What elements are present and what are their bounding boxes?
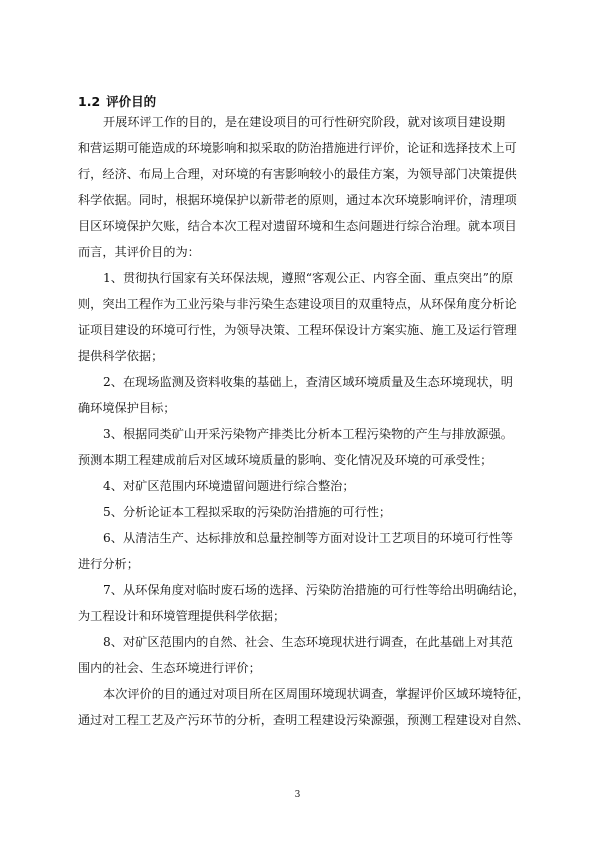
- text-line: 7、从环保角度对临时废石场的选择、污染防治措施的可行性等给出明确结论，: [103, 583, 526, 597]
- text-line: 则，突出工程作为工业污染与非污染生态建设项目的双重特点，从环保角度分析论: [78, 297, 517, 311]
- text-line: 1、贯彻执行国家有关环保法规，遵照“客观公正、内容全面、重点突出”的原: [103, 271, 514, 285]
- text-line: 证项目建设的环境可行性，为领导决策、工程环保设计方案实施、施工及运行管理: [78, 323, 517, 337]
- text-line: 开展环评工作的目的，是在建设项目的可行性研究阶段，就对该项目建设期: [103, 115, 506, 129]
- text-line: 围内的社会、生态环境进行评价；: [78, 661, 261, 675]
- text-line: 而言，其评价目的为：: [78, 245, 200, 259]
- text-line: 进行分析；: [78, 557, 139, 571]
- text-line: 8、对矿区范围内的自然、社会、生态环境现状进行调查，在此基础上对其范: [103, 635, 513, 649]
- text-line: 和营运期可能造成的环境影响和拟采取的防治措施进行评价，论证和选择技术上可: [78, 141, 517, 155]
- text-line: 5、分析论证本工程拟采取的污染防治措施的可行性；: [103, 505, 392, 519]
- text-line: 为工程设计和环境管理提供科学依据；: [78, 609, 286, 623]
- text-line: 4、对矿区范围内环境遗留问题进行综合整治；: [103, 479, 355, 493]
- text-line: 确环境保护目标；: [78, 401, 176, 415]
- section-number: 1.2: [78, 94, 101, 109]
- text-line: 通过对工程工艺及产污环节的分析，查明工程建设污染源强，预测工程建设对自然、: [78, 713, 529, 727]
- text-line: 本次评价的目的通过对项目所在区周围环境现状调查，掌握评价区域环境特征，: [103, 687, 530, 701]
- text-line: 6、从清洁生产、达标排放和总量控制等方面对设计工艺项目的环境可行性等: [103, 531, 513, 545]
- section-heading: [78, 92, 156, 110]
- text-line: 2、在现场监测及资料收集的基础上，查清区域环境质量及生态环境现状，明: [103, 375, 513, 389]
- page-number: 3: [294, 790, 301, 800]
- text-line: 目区环境保护欠账，结合本次工程对遗留环境和生态问题进行综合治理。就本项目: [78, 219, 517, 233]
- text-line: 科学依据。同时，根据环境保护以新带老的原则，通过本次环境影响评价，清理项: [78, 193, 517, 207]
- text-line: 3、根据同类矿山开采污染物产排类比分析本工程污染物的产生与排放源强。: [103, 427, 513, 441]
- text-line: 行，经济、布局上合理，对环境的有害影响较小的最佳方案，为领导部门决策提供: [78, 167, 517, 181]
- text-line: 提供科学依据；: [78, 349, 164, 363]
- text-line: 预测本期工程建成前后对区域环境质量的影响、变化情况及环境的可承受性；: [78, 453, 493, 467]
- section-title: 评价目的: [106, 94, 157, 109]
